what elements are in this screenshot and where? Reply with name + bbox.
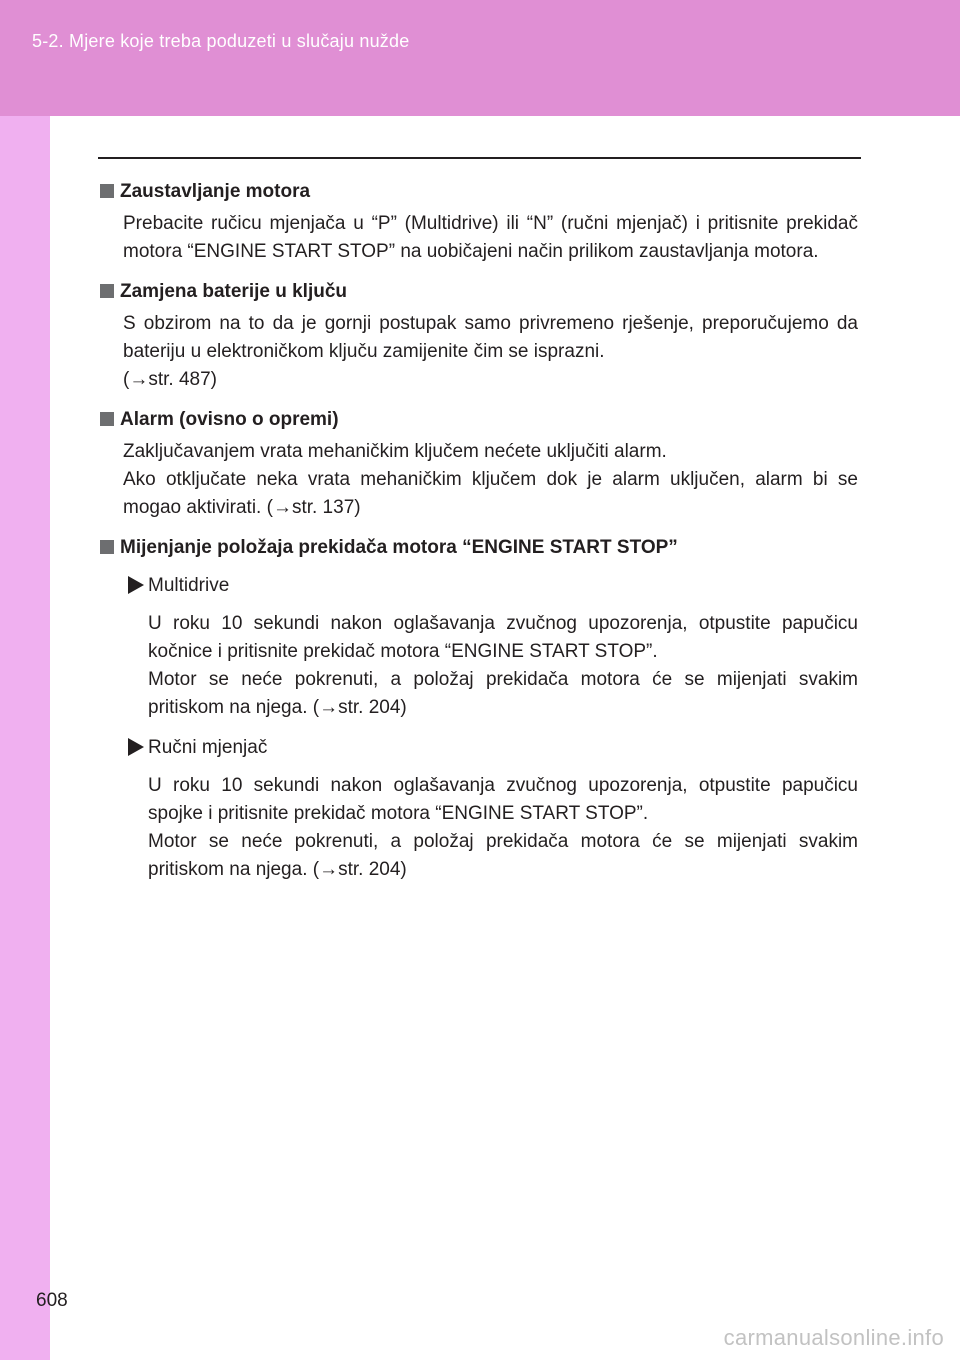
square-bullet-icon bbox=[100, 284, 114, 298]
paragraph: U roku 10 sekundi nakon oglašavanja zvučnog upozorenja, otpustite papučicu kočnice i pritisnite prekidač motora “ENGINE START STOP”. bbox=[148, 613, 858, 662]
sub-heading: Ručni mjenjač bbox=[98, 734, 858, 762]
paragraph: U roku 10 sekundi nakon oglašavanja zvučnog upozorenja, otpustite papučicu spojke i pritisnite prekidač motora “ENGINE START STOP”. bbox=[148, 775, 858, 824]
top-rule bbox=[98, 157, 861, 159]
page-reference: (→str. 487) bbox=[123, 369, 217, 390]
paragraph: Prebacite ručicu mjenjača u “P” (Multidrive) ili “N” (ručni mjenjač) i pritisnite prekidač motora “ENGINE START STOP” na uobičajeni način prilikom zaustavljanja motora. bbox=[123, 213, 858, 262]
header-band bbox=[0, 0, 960, 116]
paragraph: Zaključavanjem vrata mehaničkim ključem nećete uključiti alarm. bbox=[123, 441, 667, 462]
side-band bbox=[0, 116, 50, 1360]
square-bullet-icon bbox=[100, 184, 114, 198]
sub-heading: Multidrive bbox=[98, 572, 858, 600]
page-content bbox=[98, 178, 858, 884]
paragraph: Motor se neće pokrenuti, a položaj prekidača motora će se mijenjati svakim pritiskom na njega. (→str. 204) bbox=[148, 831, 858, 880]
watermark: carmanualsonline.info bbox=[723, 1325, 944, 1350]
section-heading: Zaustavljanje motora bbox=[98, 178, 858, 206]
triangle-bullet-icon bbox=[128, 738, 144, 756]
section-heading: Zamjena baterije u ključu bbox=[98, 278, 858, 306]
paragraph: S obzirom na to da je gornji postupak samo privremeno rješenje, preporučujemo da bateriju u elektroničkom ključu zamijenite čim se isprazni. bbox=[123, 313, 858, 362]
section-heading: Alarm (ovisno o opremi) bbox=[98, 406, 858, 434]
triangle-bullet-icon bbox=[128, 576, 144, 594]
square-bullet-icon bbox=[100, 412, 114, 426]
paragraph: Motor se neće pokrenuti, a položaj prekidača motora će se mijenjati svakim pritiskom na njega. (→str. 204) bbox=[148, 669, 858, 718]
square-bullet-icon bbox=[100, 540, 114, 554]
paragraph: Ako otključate neka vrata mehaničkim ključem dok je alarm uključen, alarm bi se mogao aktivirati. (→str. 137) bbox=[123, 469, 858, 518]
section-title: 5-2. Mjere koje treba poduzeti u slučaju nužde bbox=[32, 31, 410, 51]
section-heading: Mijenjanje položaja prekidača motora “ENGINE START STOP” bbox=[98, 534, 858, 562]
page-number: 608 bbox=[36, 1290, 68, 1311]
